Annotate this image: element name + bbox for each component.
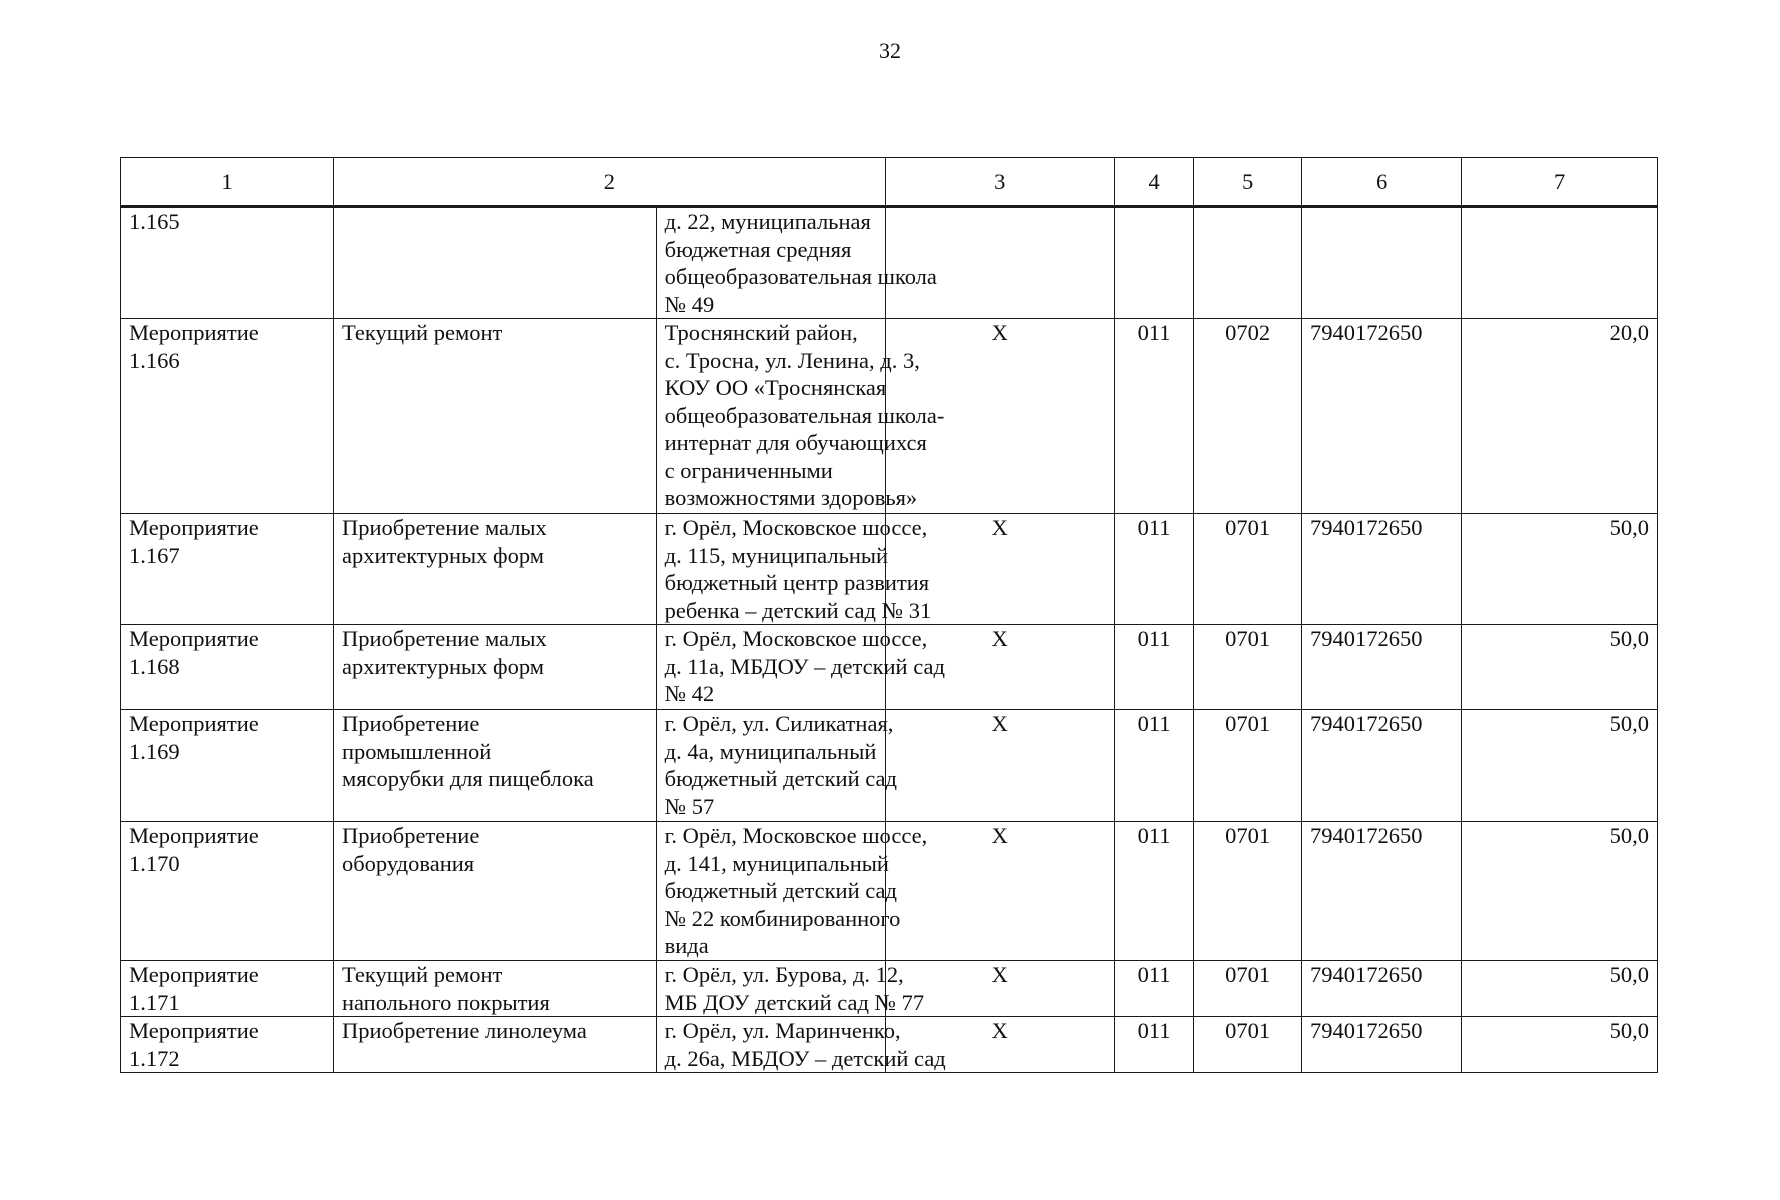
address-cell-line: МБ ДОУ детский сад № 77 bbox=[664, 989, 925, 1015]
event-cell bbox=[121, 710, 334, 822]
description-cell-line: Приобретение bbox=[341, 711, 480, 736]
address-cell bbox=[656, 319, 945, 514]
col4-cell: Х bbox=[885, 625, 1114, 710]
address-cell bbox=[656, 514, 932, 625]
col5-cell: 011 bbox=[1114, 1017, 1194, 1073]
address-cell-line: вида bbox=[664, 933, 709, 958]
address-cell bbox=[656, 822, 928, 961]
address-cell-line: КОУ ОО «Троснянская bbox=[664, 375, 887, 400]
col8-cell bbox=[1462, 207, 1658, 319]
col6-cell: 0701 bbox=[1194, 961, 1302, 1017]
address-cell-line: интернат для обучающихся bbox=[664, 430, 927, 455]
description-cell-line: архитектурных форм bbox=[341, 653, 544, 679]
address-cell-line: Троснянский район, bbox=[664, 320, 858, 345]
col4-cell: Х bbox=[885, 961, 1114, 1017]
event-cell-line: 1.172 bbox=[129, 1045, 180, 1071]
address-cell-line: № 22 комбинированного bbox=[664, 905, 901, 931]
col5-cell: 011 bbox=[1114, 514, 1194, 625]
col6-cell: 0702 bbox=[1194, 319, 1302, 514]
col8-cell: 50,0 bbox=[1462, 822, 1658, 961]
description-cell-line: Приобретение малых bbox=[341, 626, 547, 651]
col5-cell: 011 bbox=[1114, 319, 1194, 514]
event-cell-line: Мероприятие bbox=[129, 320, 259, 345]
address-cell bbox=[656, 207, 937, 319]
col7-cell: 7940172650 bbox=[1301, 514, 1461, 625]
address-cell-line: бюджетный детский сад bbox=[664, 878, 897, 903]
event-cell-line: Мероприятие bbox=[129, 711, 259, 736]
col5-cell bbox=[1114, 207, 1194, 319]
address-cell-line: с ограниченными bbox=[664, 457, 833, 483]
col6-cell: 0701 bbox=[1194, 822, 1302, 961]
description-cell-line: Текущий ремонт bbox=[341, 962, 503, 987]
header-col-5: 5 bbox=[1194, 158, 1302, 207]
address-cell bbox=[656, 710, 897, 822]
description-cell-line: Приобретение малых bbox=[341, 515, 547, 540]
event-cell-line: Мероприятие bbox=[129, 962, 259, 987]
col6-cell: 0701 bbox=[1194, 514, 1302, 625]
table-row bbox=[121, 207, 1658, 319]
description-cell bbox=[333, 822, 656, 961]
header-col-4: 4 bbox=[1114, 158, 1194, 207]
description-cell-line: Приобретение линолеума bbox=[341, 1018, 587, 1043]
col5-cell: 011 bbox=[1114, 710, 1194, 822]
col6-cell: 0701 bbox=[1194, 625, 1302, 710]
description-cell bbox=[333, 625, 656, 710]
address-cell-line: бюджетный центр развития bbox=[664, 570, 930, 595]
description-cell bbox=[333, 319, 656, 514]
description-cell-line: оборудования bbox=[341, 850, 475, 876]
table-body bbox=[121, 207, 1658, 1073]
col6-cell bbox=[1194, 207, 1302, 319]
col4-cell: Х bbox=[885, 822, 1114, 961]
event-cell-line: Мероприятие bbox=[129, 823, 259, 848]
description-cell-line: Приобретение bbox=[341, 823, 480, 848]
table-row bbox=[121, 710, 1658, 822]
address-cell-line: общеобразовательная школа bbox=[664, 264, 937, 289]
description-cell-line: мясорубки для пищеблока bbox=[341, 766, 594, 791]
page-number: 32 bbox=[879, 38, 901, 63]
table-row bbox=[121, 1017, 1658, 1073]
col8-cell: 50,0 bbox=[1462, 961, 1658, 1017]
address-cell-line: д. 26а, МБДОУ – детский сад bbox=[664, 1045, 946, 1071]
description-cell-line: напольного покрытия bbox=[341, 989, 550, 1015]
event-cell bbox=[121, 319, 334, 514]
address-cell-line: ребенка – детский сад № 31 bbox=[664, 597, 932, 623]
col7-cell bbox=[1301, 207, 1461, 319]
col4-cell: Х bbox=[885, 319, 1114, 514]
header-col-2: 2 bbox=[333, 158, 885, 207]
address-cell-line: бюджетный детский сад bbox=[664, 766, 897, 791]
col6-cell: 0701 bbox=[1194, 1017, 1302, 1073]
address-cell-line: г. Орёл, ул. Силикатная, bbox=[664, 711, 894, 736]
table-row bbox=[121, 319, 1658, 514]
table-row bbox=[121, 514, 1658, 625]
address-cell bbox=[656, 625, 945, 710]
address-cell-line: с. Тросна, ул. Ленина, д. 3, bbox=[664, 347, 920, 373]
address-cell-line: г. Орёл, ул. Маринченко, bbox=[664, 1018, 901, 1043]
col8-cell: 50,0 bbox=[1462, 1017, 1658, 1073]
event-cell-line: 1.170 bbox=[129, 850, 180, 876]
address-cell bbox=[656, 1017, 946, 1073]
col5-cell: 011 bbox=[1114, 961, 1194, 1017]
address-cell-line: возможностями здоровья» bbox=[664, 485, 918, 510]
description-cell bbox=[333, 710, 656, 822]
description-cell bbox=[333, 961, 656, 1017]
col7-cell: 7940172650 bbox=[1301, 625, 1461, 710]
col5-cell: 011 bbox=[1114, 822, 1194, 961]
address-cell-line: д. 141, муниципальный bbox=[664, 850, 889, 876]
col5-cell: 011 bbox=[1114, 625, 1194, 710]
description-cell-line: промышленной bbox=[341, 738, 492, 764]
event-cell-line: 1.171 bbox=[129, 989, 180, 1015]
event-cell bbox=[121, 961, 334, 1017]
address-cell-line: общеобразовательная школа- bbox=[664, 402, 945, 428]
event-cell-line: Мероприятие bbox=[129, 626, 259, 651]
event-cell-line: 1.167 bbox=[129, 542, 180, 568]
event-cell-line: 1.166 bbox=[129, 347, 180, 373]
col4-cell: Х bbox=[885, 710, 1114, 822]
table-row bbox=[121, 822, 1658, 961]
event-cell bbox=[121, 822, 334, 961]
col8-cell: 50,0 bbox=[1462, 710, 1658, 822]
col7-cell: 7940172650 bbox=[1301, 822, 1461, 961]
col6-cell: 0701 bbox=[1194, 710, 1302, 822]
col8-cell: 20,0 bbox=[1462, 319, 1658, 514]
budget-events-table bbox=[120, 157, 1658, 1073]
address-cell-line: бюджетная средняя bbox=[664, 236, 852, 262]
event-cell bbox=[121, 625, 334, 710]
event-cell bbox=[121, 514, 334, 625]
address-cell-line: д. 115, муниципальный bbox=[664, 542, 889, 568]
col4-cell: Х bbox=[885, 514, 1114, 625]
event-cell-line: Мероприятие bbox=[129, 1018, 259, 1043]
event-cell-line: 1.168 bbox=[129, 653, 180, 679]
col8-cell: 50,0 bbox=[1462, 625, 1658, 710]
col4-cell: Х bbox=[885, 1017, 1114, 1073]
col7-cell: 7940172650 bbox=[1301, 1017, 1461, 1073]
event-cell-line: 1.165 bbox=[129, 209, 180, 234]
header-col-1: 1 bbox=[121, 158, 334, 207]
table-row bbox=[121, 625, 1658, 710]
description-cell bbox=[333, 207, 656, 319]
description-cell bbox=[333, 514, 656, 625]
event-cell-line: 1.169 bbox=[129, 738, 180, 764]
event-cell-line: Мероприятие bbox=[129, 515, 259, 540]
description-cell bbox=[333, 1017, 656, 1073]
address-cell-line: г. Орёл, Московское шоссе, bbox=[664, 626, 928, 651]
col8-cell: 50,0 bbox=[1462, 514, 1658, 625]
address-cell-line: г. Орёл, ул. Бурова, д. 12, bbox=[664, 962, 904, 987]
address-cell-line: № 49 bbox=[664, 291, 715, 317]
col7-cell: 7940172650 bbox=[1301, 961, 1461, 1017]
event-cell bbox=[121, 207, 334, 319]
col7-cell: 7940172650 bbox=[1301, 710, 1461, 822]
address-cell-line: д. 4а, муниципальный bbox=[664, 738, 877, 764]
address-cell-line: № 42 bbox=[664, 681, 715, 706]
header-col-6: 6 bbox=[1301, 158, 1461, 207]
address-cell-line: № 57 bbox=[664, 793, 715, 819]
col4-cell bbox=[885, 207, 1114, 319]
address-cell-line: г. Орёл, Московское шоссе, bbox=[664, 823, 928, 848]
table-row bbox=[121, 961, 1658, 1017]
description-cell-line: архитектурных форм bbox=[341, 542, 544, 568]
address-cell-line: г. Орёл, Московское шоссе, bbox=[664, 515, 928, 540]
address-cell-line: д. 22, муниципальная bbox=[664, 209, 871, 234]
event-cell bbox=[121, 1017, 334, 1073]
header-row bbox=[121, 158, 1658, 207]
col7-cell: 7940172650 bbox=[1301, 319, 1461, 514]
address-cell-line: д. 11а, МБДОУ – детский сад bbox=[664, 653, 945, 679]
address-cell bbox=[656, 961, 925, 1017]
header-col-7: 7 bbox=[1462, 158, 1658, 207]
description-cell-line: Текущий ремонт bbox=[341, 320, 503, 345]
header-col-3: 3 bbox=[885, 158, 1114, 207]
